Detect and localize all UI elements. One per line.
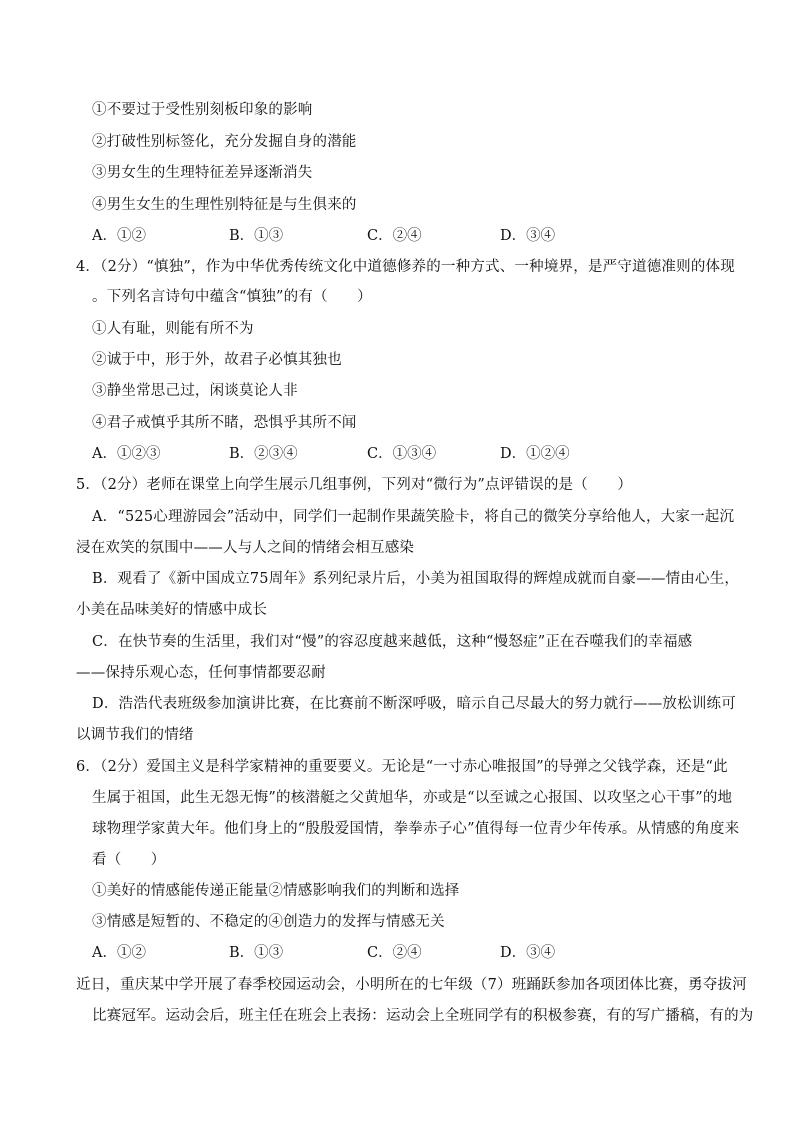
q5-option-d-line-1: D．浩浩代表班级参加演讲比赛，在比赛前不断深呼吸，暗示自己尽最大的努力就行——放松训练可	[92, 696, 736, 712]
q4-item-1: ①人有耻，则能有所不为	[92, 321, 254, 337]
q4-item-3: ③静坐常思己过，闲谈莫论人非	[92, 383, 298, 399]
q6-stem-line-4: 看（ ）	[92, 852, 166, 868]
q3-item-1: ①不要过于受性别刻板印象的影响	[92, 102, 313, 118]
q5-option-d-line-2: 以调节我们的情绪	[76, 727, 194, 743]
q5-option-c-line-2: ——保持乐观心态，任何事情都要忍耐	[76, 665, 326, 681]
q5-option-b-line-1: B．观看了《新中国成立75周年》系列纪录片后，小美为祖国取得的辉煌成就而自豪——情由心生，	[92, 571, 740, 587]
q4-item-4: ④君子戒慎乎其所不睹，恐惧乎其所不闻	[92, 415, 357, 431]
q3-option-b: B．①③	[229, 228, 284, 244]
q4-item-2: ②诚于中，形于外，故君子必慎其独也	[92, 352, 342, 368]
q3-option-c: C．②④	[367, 228, 422, 244]
q4-option-c: C．①③④	[367, 446, 437, 462]
q6-option-d: D．③④	[500, 945, 556, 961]
q5-stem: 5．（2分）老师在课堂上向学生展示几组事例，下列对“微行为”点评错误的是（ ）	[76, 477, 633, 493]
q3-item-4: ④男生女生的生理性别特征是与生俱来的	[92, 197, 357, 213]
q4-option-a: A．①②③	[92, 446, 161, 462]
q6-option-c: C．②④	[367, 945, 422, 961]
passage-line-2: 比赛冠军。运动会后，班主任在班会上表扬：运动会上全班同学有的积极参赛，有的写广播稿，有的为	[92, 1008, 754, 1024]
q6-items-line-2: ③情感是短暂的、不稳定的④创造力的发挥与情感无关	[92, 914, 445, 930]
q5-option-a-line-2: 浸在欢笑的氛围中——人与人之间的情绪会相互感染	[76, 540, 415, 556]
q6-option-a: A．①②	[92, 945, 146, 961]
q4-stem-line-1: 4．（2分）“慎独”，作为中华优秀传统文化中道德修养的一种方式、一种境界，是严守道德准则的体现	[76, 259, 735, 275]
q4-option-d: D．①②④	[500, 446, 570, 462]
q6-option-b: B．①③	[229, 945, 284, 961]
q6-stem-line-1: 6．（2分）爱国主义是科学家精神的重要要义。无论是“一寸赤心唯报国”的导弹之父钱学森，还是“此	[76, 759, 728, 775]
q5-option-a-line-1: A．“525心理游园会”活动中，同学们一起制作果蔬笑脸卡，将自己的微笑分享给他人，大家一起沉	[92, 509, 735, 525]
q6-items-line-1: ①美好的情感能传递正能量②情感影响我们的判断和选择	[92, 883, 460, 899]
q3-option-a: A．①②	[92, 228, 146, 244]
q3-option-d: D．③④	[500, 228, 556, 244]
q3-item-2: ②打破性别标签化，充分发掘自身的潜能	[92, 134, 357, 150]
q3-item-3: ③男女生的生理特征差异逐渐消失	[92, 165, 313, 181]
q5-option-c-line-1: C．在快节奏的生活里，我们对“慢”的容忍度越来越低，这种“慢怒症”正在吞噬我们的幸福感	[92, 634, 693, 650]
q4-option-b: B．②③④	[229, 446, 298, 462]
passage-line-1: 近日，重庆某中学开展了春季校园运动会，小明所在的七年级（7）班踊跃参加各项团体比赛，勇夺拔河	[76, 977, 747, 993]
q6-stem-line-2: 生属于祖国，此生无怨无悔”的核潜艇之父黄旭华，亦或是“以至诚之心报国、以攻坚之心干事”的地	[92, 790, 733, 806]
q4-stem-line-2: 。下列名言诗句中蕴含“慎独”的有（ ）	[92, 289, 372, 305]
q6-stem-line-3: 球物理学家黄大年。他们身上的“殷殷爱国情，拳拳赤子心”值得每一位青少年传承。从情感的角度来	[92, 821, 740, 837]
q5-option-b-line-2: 小美在品味美好的情感中成长	[76, 602, 268, 618]
